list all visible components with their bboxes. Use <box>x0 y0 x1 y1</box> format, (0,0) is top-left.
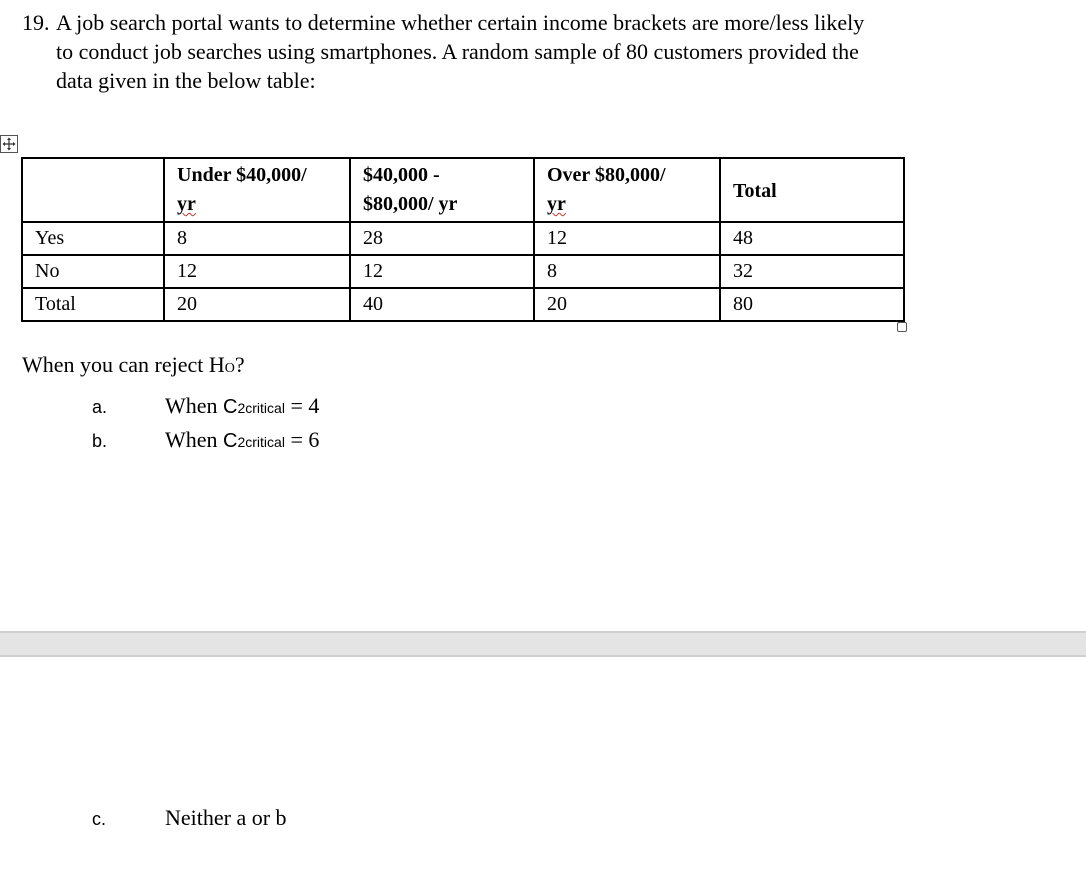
data-table <box>21 157 905 322</box>
header-under-40k: Under $40,000/ yr <box>164 158 350 222</box>
question-line-2: to conduct job searches using smartphones. A random sample of 80 customers provided the <box>56 39 859 64</box>
prompt-text: When you can reject HO? <box>22 352 245 377</box>
question-line-1: 19. A job search portal wants to determine whether certain income brackets are more/less likely <box>22 10 865 35</box>
table-move-handle-icon[interactable] <box>0 135 18 153</box>
row-label: Yes <box>22 222 164 255</box>
table-cell: 32 <box>720 255 904 288</box>
option-text: Neither a or b <box>165 805 287 830</box>
row-label: No <box>22 255 164 288</box>
table-cell: 8 <box>534 255 720 288</box>
question-line-3: data given in the below table: <box>56 68 316 93</box>
option-letter: a. <box>92 397 108 417</box>
question-text <box>22 8 1072 95</box>
row-label: Total <box>22 288 164 321</box>
header-40k-80k: $40,000 - $80,000/ yr <box>350 158 534 222</box>
table-cell: 28 <box>350 222 534 255</box>
page-break-divider <box>0 631 1086 657</box>
table-row <box>22 288 904 321</box>
option-text: When C2critical = 4 <box>165 393 320 418</box>
table-cell: 12 <box>350 255 534 288</box>
table-cell: 12 <box>534 222 720 255</box>
header-total: Total <box>720 158 904 222</box>
table-cell: 20 <box>534 288 720 321</box>
option-text: When C2critical = 6 <box>165 427 320 452</box>
header-over-80k: Over $80,000/ yr <box>534 158 720 222</box>
question-number: 19. <box>22 10 50 35</box>
table-cell: 80 <box>720 288 904 321</box>
table-cell: 48 <box>720 222 904 255</box>
table-resize-handle-icon[interactable] <box>897 322 907 332</box>
table-cell: 12 <box>164 255 350 288</box>
option-letter: b. <box>92 431 108 451</box>
table-cell: 40 <box>350 288 534 321</box>
table-cell: 8 <box>164 222 350 255</box>
table-cell: 20 <box>164 288 350 321</box>
table-row <box>22 222 904 255</box>
option-letter: c. <box>92 809 107 829</box>
table-row <box>22 255 904 288</box>
header-empty-cell <box>22 158 164 222</box>
table-header-row <box>22 158 904 222</box>
